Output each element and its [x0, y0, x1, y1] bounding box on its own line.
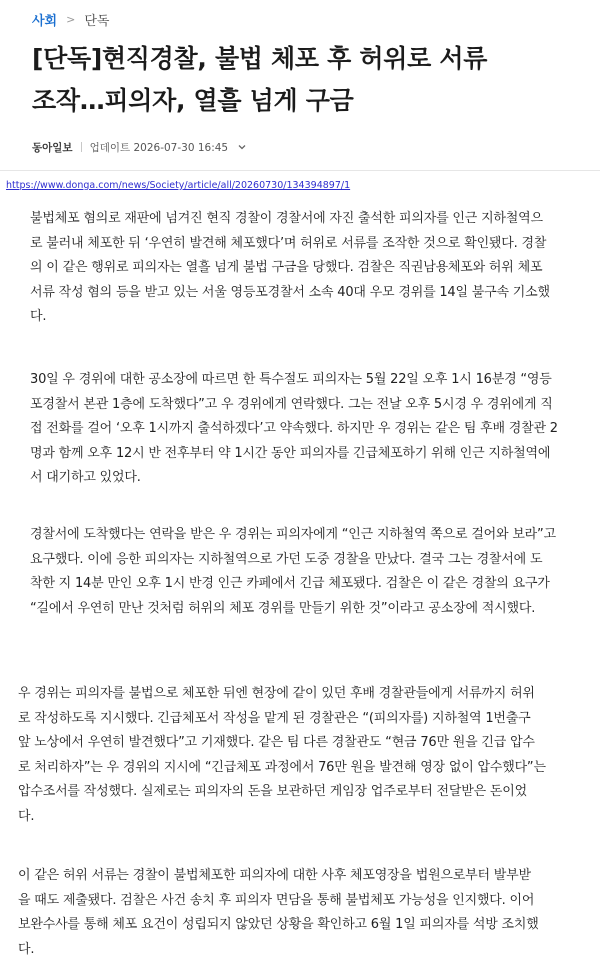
breadcrumb-category-link[interactable]: 사회	[32, 13, 58, 29]
article-paragraph	[30, 207, 582, 330]
paragraph-line: 앞 노상에서 우연히 발견했다”고 기재했다. 같은 팀 다른 경찰관도 “현금 76만 원을 긴급 압수	[18, 735, 535, 751]
paragraph-line: “길에서 우연히 만난 것처럼 허위의 체포 경위를 만들기 위한 것”이라고 공소장에 적시했다.	[30, 600, 536, 616]
article-paragraph	[30, 368, 582, 491]
paragraph-line: 경찰서에 도착했다는 연락을 받은 우 경위는 피의자에게 “인근 지하철역 쪽으로 걸어와 보라”고	[30, 527, 556, 542]
breadcrumb	[32, 10, 109, 28]
paragraph-line: 다.	[18, 941, 35, 957]
paragraph-line: 30일 우 경위에 대한 공소장에 따르면 한 특수절도 피의자는 5월 22일 오후 1시 16분경 “영등	[30, 372, 552, 387]
header-divider	[0, 170, 600, 171]
paragraph-line: 우 경위는 피의자를 불법으로 체포한 뒤엔 현장에 같이 있던 후배 경찰관들에게 서류까지 허위	[18, 686, 535, 701]
paragraph-line: 압수조서를 작성했다. 실제로는 피의자의 돈을 보관하던 게임장 업주로부터 전달받은 돈이었	[18, 784, 527, 800]
chevron-down-icon[interactable]	[236, 141, 248, 153]
paragraph-line: 명과 함께 오후 12시 반 전후부터 약 1시간 동안 피의자를 긴급체포하기 위해 인근 지하철역에	[30, 445, 551, 461]
paragraph-line: 요구했다. 이에 응한 피의자는 지하철역으로 가던 도중 경찰을 만났다. 결국 그는 경찰서에 도	[30, 551, 543, 567]
paragraph-line: 로 처리하자”는 우 경위의 지시에 “긴급체포 과정에서 76만 원을 발견해 영장 없이 압수했다”는	[18, 759, 546, 775]
paragraph-line: 서류 작성 혐의 등을 받고 있는 서울 영등포경찰서 소속 40대 우모 경위를 14일 불구속 기소했	[30, 284, 550, 300]
chevron-right-icon: >	[66, 12, 76, 26]
article-meta	[32, 139, 248, 155]
paragraph-line: 을 때도 제출됐다. 검찰은 사건 송치 후 피의자 면담을 통해 불법체포 가능성을 인지했다. 이어	[18, 892, 535, 908]
source-url-link[interactable]: https://www.donga.com/news/Society/article/all/20260730/134394897/1	[6, 180, 351, 191]
headline-line: 조작…피의자, 열흘 넘게 구금	[32, 86, 354, 115]
paragraph-line: 의 이 같은 행위로 피의자는 열흘 넘게 불법 구금을 당했다. 검찰은 직권남용체포와 허위 체포	[30, 260, 543, 276]
press-name[interactable]: 동아일보	[32, 141, 73, 154]
paragraph-line: 착한 지 14분 만인 오후 1시 반경 인근 카페에서 긴급 체포됐다. 검찰은 이 같은 경찰의 요구가	[30, 576, 550, 592]
updated-timestamp: 업데이트 2026-07-30 16:45	[89, 141, 229, 154]
paragraph-line: 불법체포 혐의로 재판에 넘겨진 현직 경찰이 경찰서에 자진 출석한 피의자를 인근 지하철역으	[30, 211, 543, 226]
article-paragraph	[18, 864, 570, 962]
breadcrumb-subcategory-link[interactable]: 단독	[84, 13, 110, 29]
paragraph-line: 다.	[18, 808, 35, 824]
paragraph-line: 서 대기하고 있었다.	[30, 470, 141, 486]
headline-line: [단독]현직경찰, 불법 체포 후 허위로 서류	[32, 44, 488, 73]
paragraph-line: 이 같은 허위 서류는 경찰이 불법체포한 피의자에 대한 사후 체포영장을 법원으로부터 발부받	[18, 868, 531, 883]
paragraph-line: 로 작성하도록 지시했다. 긴급체포서 작성을 맡게 된 경찰관은 “(피의자를) 지하철역 1번출구	[18, 710, 531, 726]
paragraph-line: 접 전화를 걸어 ‘오후 1시까지 출석하겠다’고 약속했다. 하지만 우 경위는 같은 팀 후배 경찰관 2	[30, 421, 558, 437]
article-paragraph	[18, 682, 570, 830]
article-headline	[32, 38, 580, 122]
paragraph-line: 로 불러내 체포한 뒤 ‘우연히 발견해 체포했다’며 허위로 서류를 조작한 것으로 확인됐다. 경찰	[30, 235, 547, 251]
meta-divider	[81, 142, 82, 152]
paragraph-line: 포경찰서 본관 1층에 도착했다”고 우 경위에게 연락했다. 그는 전날 오후 5시경 우 경위에게 직	[30, 396, 553, 412]
paragraph-line: 보완수사를 통해 체포 요건이 성립되지 않았던 상황을 확인하고 6월 1일 피의자를 석방 조치했	[18, 917, 539, 933]
paragraph-line: 다.	[30, 309, 47, 325]
article-paragraph	[30, 523, 582, 621]
